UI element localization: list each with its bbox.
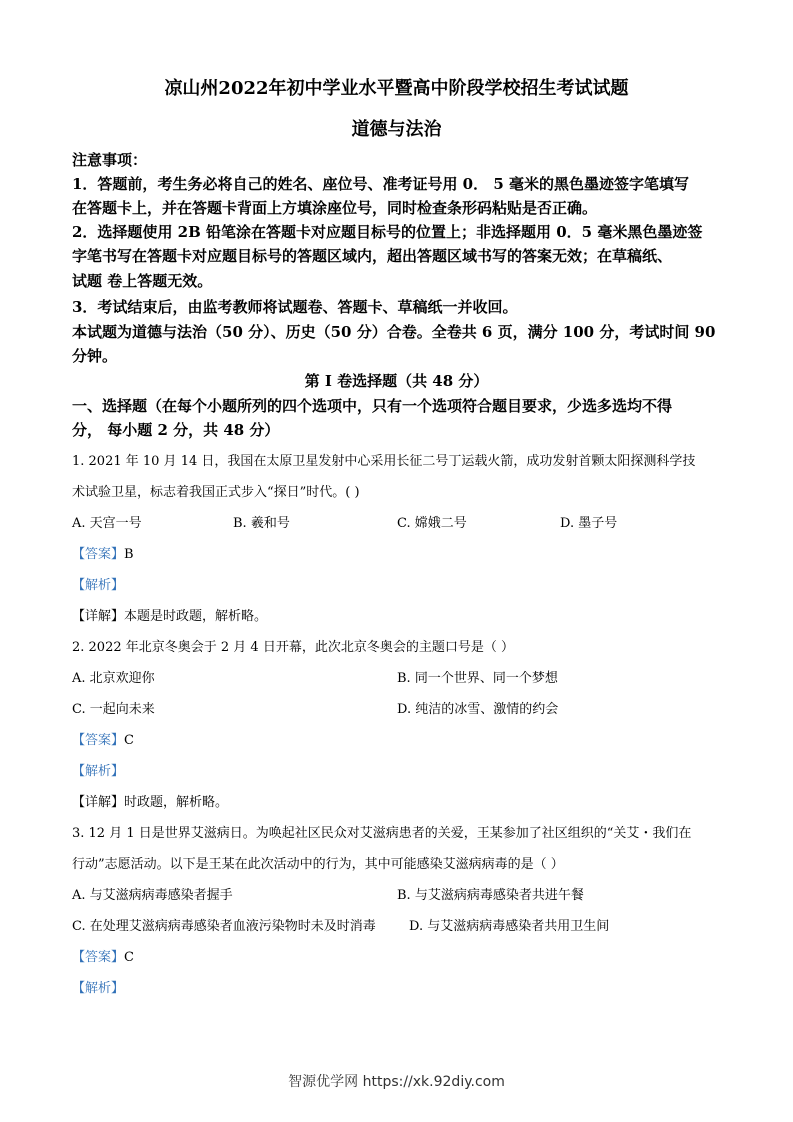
- question-1-stem: 1. 2021 年 10 月 14 日，我国在太原卫星发射中心采用长征二号丁运载火箭，成功发射首颗太阳探测科学技: [72, 454, 696, 469]
- question-2-option-b: B. 同一个世界、同一个梦想: [397, 671, 558, 686]
- question-1-analysis-tag: 【解析】: [72, 578, 125, 593]
- question-1-stem: 术试验卫星，标志着我国正式步入“探日”时代。( ): [72, 485, 360, 500]
- notes-line: 在答题卡上，并在答题卡背面上方填涂座位号，同时检查条形码粘贴是否正确。: [72, 199, 598, 217]
- notes-line: 2．选择题使用 2B 铅笔涂在答题卡对应题目标号的位置上；非选择题用 0．5 毫米黑色墨迹签: [72, 223, 703, 241]
- question-3-stem: 3. 12 月 1 日是世界艾滋病日。为唤起社区民众对艾滋病患者的关爱，王某参加了社区组织的“关艾・我们在: [72, 826, 692, 841]
- notes-line: 3．考试结束后，由监考教师将试题卷、答题卡、草稿纸一并收回。: [72, 298, 518, 316]
- section-title: 第 I 卷选择题（共 48 分）: [304, 372, 489, 390]
- notes-line: 本试题为道德与法治（50 分）、历史（50 分）合卷。全卷共 6 页，满分 100 分，考试时间 90: [72, 323, 716, 341]
- question-3-option-c: C. 在处理艾滋病病毒感染者血液污染物时未及时消毒: [72, 919, 376, 934]
- question-1-option-a: A. 天宫一号: [72, 516, 142, 531]
- section-instruction: 一、选择题（在每个小题所列的四个选项中，只有一个选项符合题目要求，少选多选均不得: [72, 397, 673, 415]
- section-instruction: 分， 每小题 2 分，共 48 分）: [72, 421, 280, 439]
- question-3-answer: [72, 946, 134, 965]
- question-2-stem: 2. 2022 年北京冬奥会于 2 月 4 日开幕，此次北京冬奥会的主题口号是（ ）: [72, 640, 514, 655]
- question-3-option-a: A. 与艾滋病病毒感染者握手: [72, 888, 233, 903]
- question-2-detail: 【详解】时政题，解析略。: [72, 795, 229, 810]
- question-1-option-b: B. 羲和号: [233, 516, 290, 531]
- question-1-detail: 【详解】本题是时政题，解析略。: [72, 609, 268, 624]
- question-2-option-a: A. 北京欢迎你: [72, 671, 155, 686]
- answer-value: B: [124, 547, 134, 562]
- question-1-answer: [72, 543, 134, 562]
- notes-line: 分钟。: [72, 347, 118, 365]
- question-1-option-c: C. 嫦娥二号: [397, 516, 467, 531]
- exam-title: 凉山州2022年初中学业水平暨高中阶段学校招生考试试题: [164, 78, 629, 99]
- notes-line: 字笔书写在答题卡对应题目标号的答题区域内，超出答题区域书写的答案无效；在草稿纸、: [72, 247, 673, 265]
- notes-line: 试题 卷上答题无效。: [72, 272, 213, 290]
- question-2-analysis-tag: 【解析】: [72, 764, 125, 779]
- answer-value: C: [124, 733, 134, 748]
- question-3-option-d: D. 与艾滋病病毒感染者共用卫生间: [409, 919, 610, 934]
- question-2-option-c: C. 一起向未来: [72, 702, 155, 717]
- footer-watermark: 智源优学网 https://xk.92diy.com: [288, 1074, 505, 1090]
- question-3-analysis-tag: 【解析】: [72, 981, 125, 996]
- notes-heading: 注意事项：: [72, 151, 148, 169]
- question-3-option-b: B. 与艾滋病病毒感染者共进午餐: [397, 888, 584, 903]
- question-2-option-d: D. 纯洁的冰雪、激情的约会: [397, 702, 559, 717]
- exam-subject: 道德与法治: [351, 119, 442, 140]
- question-1-option-d: D. 墨子号: [560, 516, 618, 531]
- answer-tag: 【答案】: [72, 950, 125, 965]
- answer-tag: 【答案】: [72, 733, 125, 748]
- answer-tag: 【答案】: [72, 547, 125, 562]
- answer-value: C: [124, 950, 134, 965]
- question-2-answer: [72, 729, 134, 748]
- notes-line: 1．答题前，考生务必将自己的姓名、座位号、准考证号用 0． 5 毫米的黑色墨迹签字笔填写: [72, 175, 689, 193]
- question-3-stem: 行动”志愿活动。以下是王某在此次活动中的行为，其中可能感染艾滋病病毒的是（ ）: [72, 857, 564, 872]
